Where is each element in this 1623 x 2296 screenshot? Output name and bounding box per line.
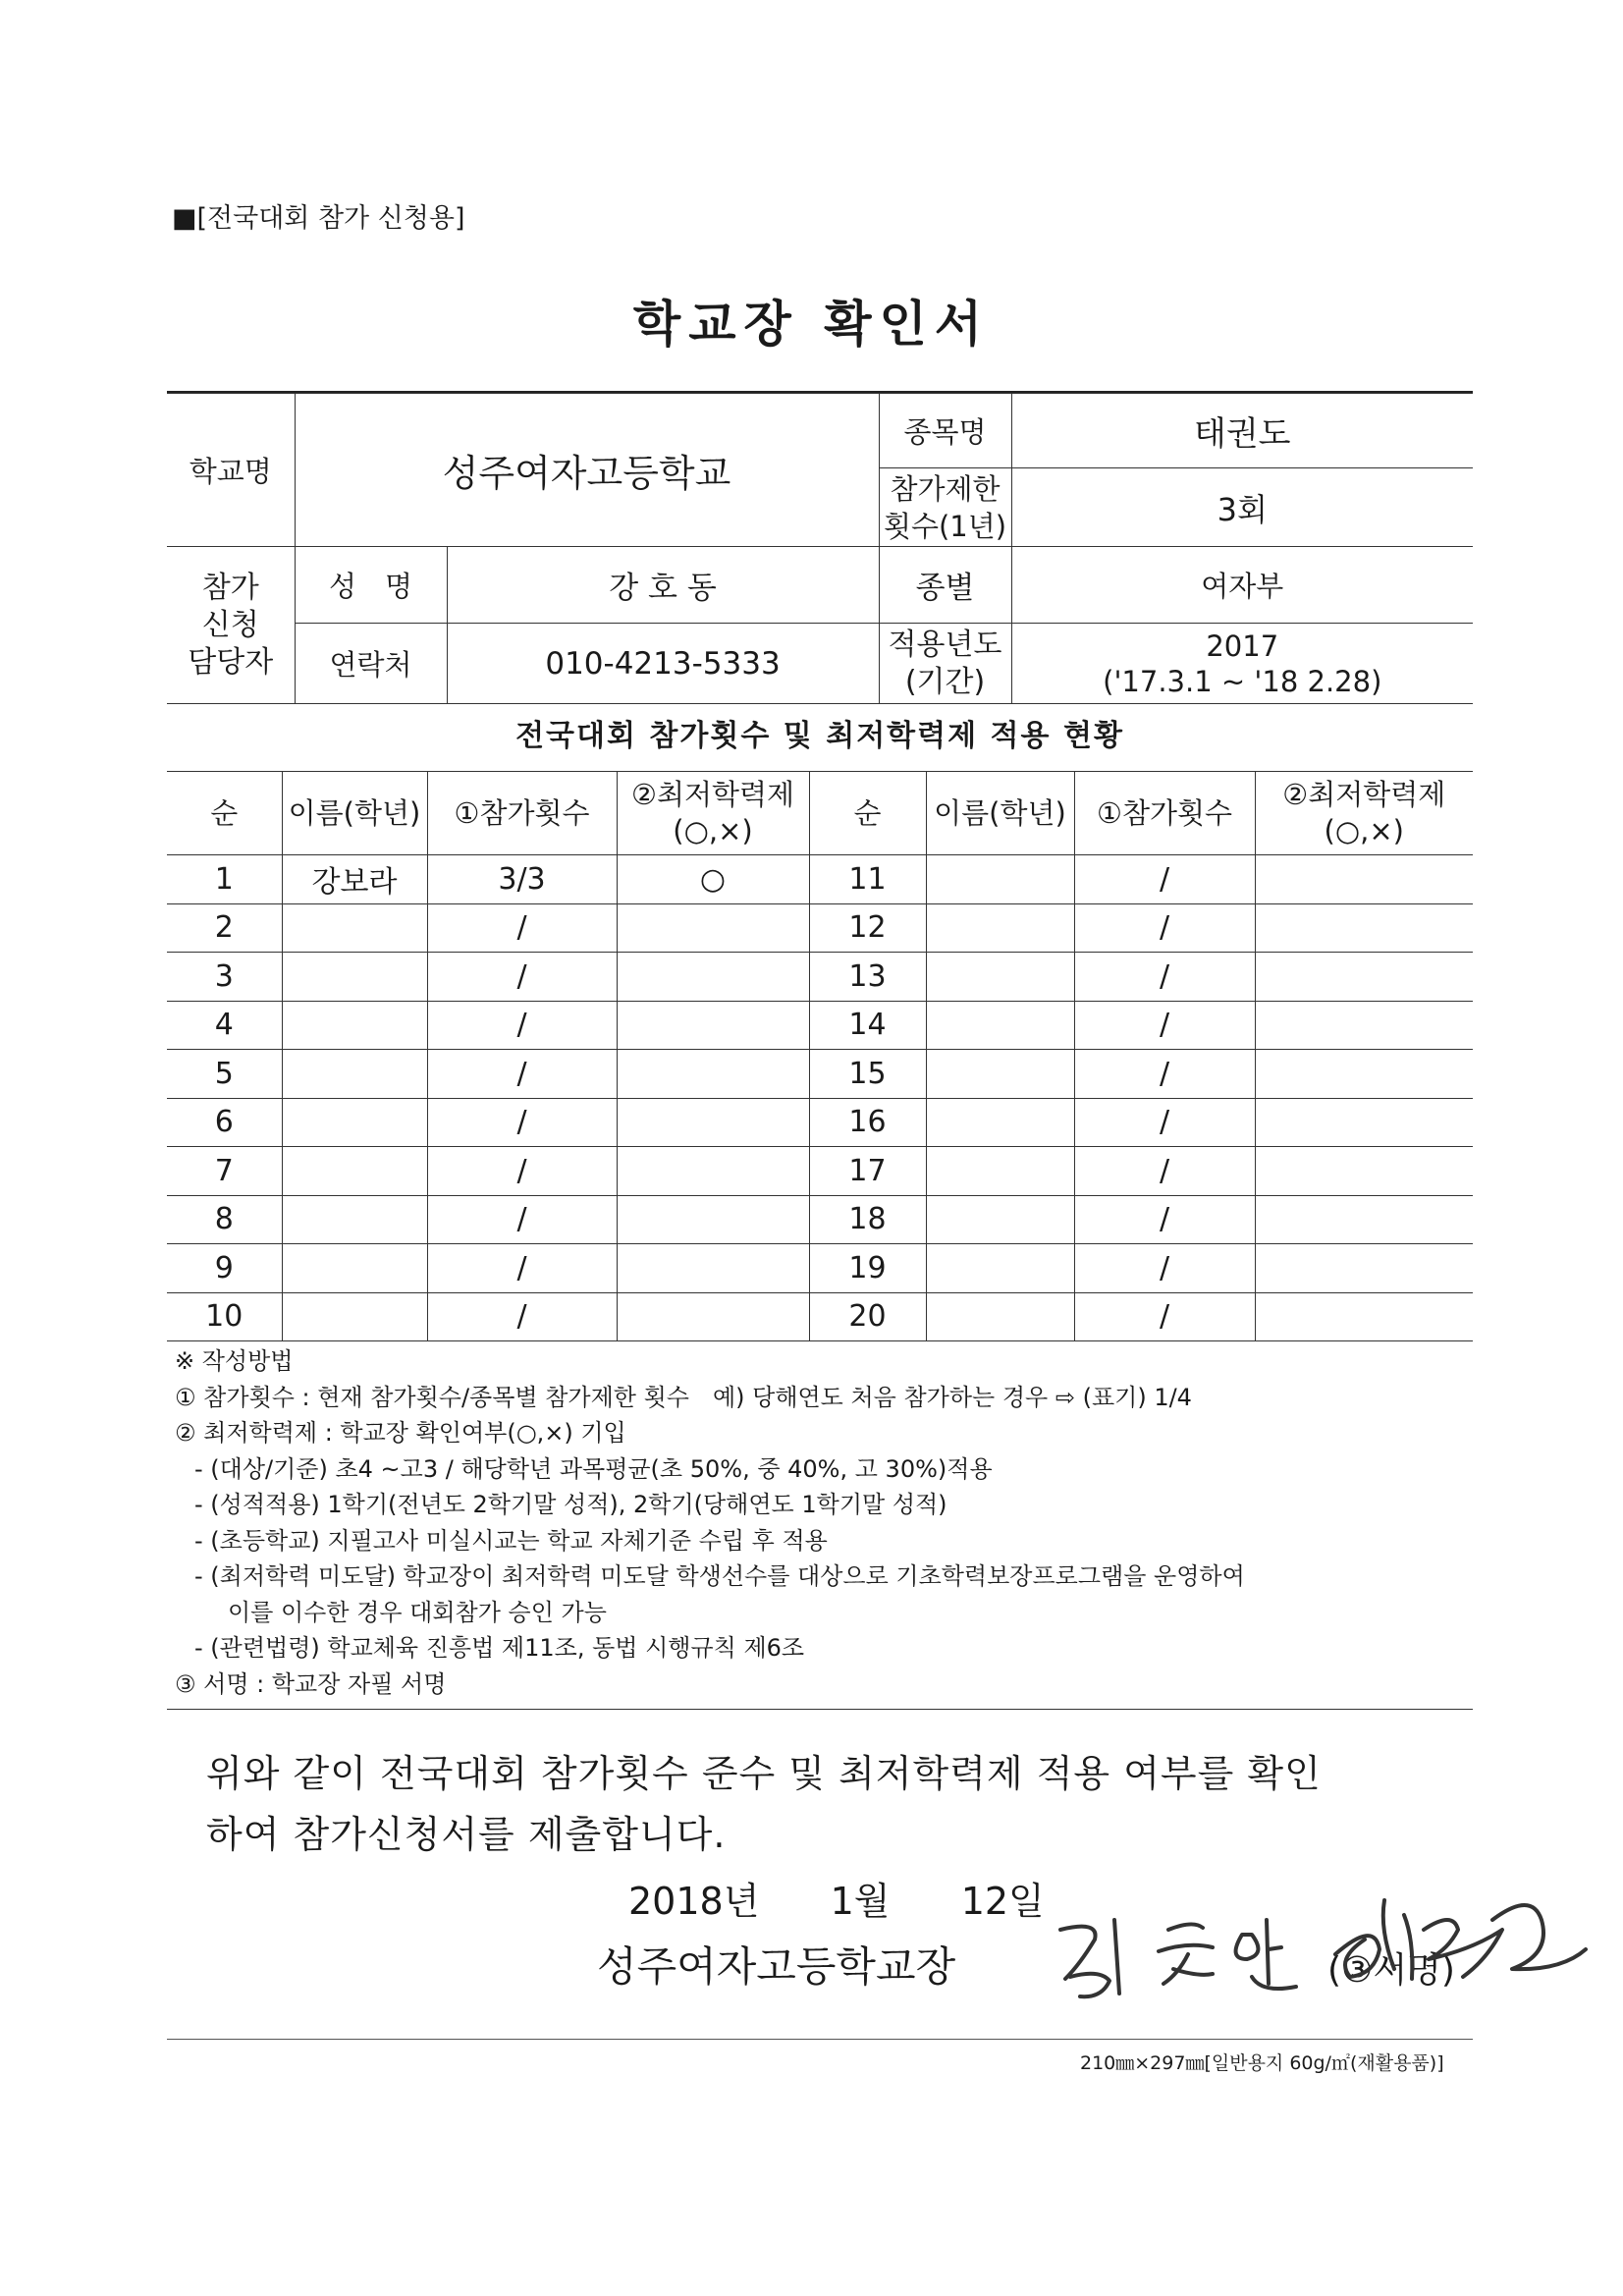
cell-l-name	[282, 953, 427, 1002]
instructions	[175, 1343, 1481, 1702]
cell-l-count: /	[427, 1244, 617, 1293]
cell-l-min	[617, 1147, 809, 1196]
cell-r-name	[926, 1050, 1074, 1099]
cell-r-count: /	[1074, 1098, 1255, 1147]
cell-r-name	[926, 1147, 1074, 1196]
cell-l-name	[282, 1195, 427, 1244]
cell-l-min: ○	[617, 855, 809, 904]
paper-spec: 210㎜×297㎜[일반용지 60g/㎡(재활용품)]	[1080, 2052, 1444, 2074]
cell-r-no: 20	[809, 1292, 926, 1341]
cell-r-name	[926, 1244, 1074, 1293]
mid-divider	[167, 1709, 1473, 1710]
cell-r-min	[1255, 1050, 1473, 1099]
school-name: 성주여자고등학교	[295, 394, 879, 547]
cell-l-name	[282, 903, 427, 953]
cell-r-name	[926, 1001, 1074, 1050]
cell-l-count: /	[427, 1001, 617, 1050]
cell-r-min	[1255, 1001, 1473, 1050]
school-info-table	[167, 393, 1473, 704]
instruction-line: - (성적적용) 1학기(전년도 2학기말 성적), 2학기(당해연도 1학기말 성적)	[194, 1491, 947, 1518]
instruction-line: ② 최저학력제 : 학교장 확인여부(○,×) 기입	[175, 1419, 626, 1447]
table-row	[167, 1050, 1473, 1099]
cell-r-min	[1255, 855, 1473, 904]
cell-r-min	[1255, 1195, 1473, 1244]
cell-l-no: 9	[167, 1244, 282, 1293]
limit-value: 3회	[1011, 468, 1473, 547]
cell-r-no: 13	[809, 953, 926, 1002]
cell-r-count: /	[1074, 1195, 1255, 1244]
declaration-line1: 위와 같이 전국대회 참가횟수 준수 및 최저학력제 적용 여부를 확인	[206, 1752, 1322, 1795]
limit-label-line2: 횟수(1년)	[883, 509, 1007, 543]
cell-r-count: /	[1074, 1050, 1255, 1099]
cell-l-count: /	[427, 1050, 617, 1099]
participation-table	[167, 771, 1473, 1341]
cell-r-name	[926, 1098, 1074, 1147]
cell-l-min	[617, 903, 809, 953]
cell-l-no: 8	[167, 1195, 282, 1244]
table-row	[167, 855, 1473, 904]
bottom-divider	[167, 2039, 1473, 2040]
table-header-row	[167, 772, 1473, 855]
page-title: 학교장 확인서	[632, 296, 991, 353]
name-label: 성 명	[295, 547, 447, 624]
table-row	[167, 1098, 1473, 1147]
name-value: 강 호 동	[447, 547, 879, 624]
cell-r-no: 15	[809, 1050, 926, 1099]
date-day: 12일	[960, 1880, 1045, 1923]
cell-l-name	[282, 1098, 427, 1147]
cell-r-min	[1255, 1292, 1473, 1341]
cell-l-no: 6	[167, 1098, 282, 1147]
header-min-line1: ②최저학력제	[630, 778, 795, 811]
cell-l-count: /	[427, 1292, 617, 1341]
cell-l-no: 7	[167, 1147, 282, 1196]
cell-r-min	[1255, 903, 1473, 953]
header-count: ①참가횟수	[1074, 772, 1255, 855]
cell-l-count: /	[427, 1098, 617, 1147]
header-name: 이름(학년)	[926, 772, 1074, 855]
table-row	[167, 1001, 1473, 1050]
declaration	[206, 1743, 1483, 1865]
cell-l-name	[282, 1244, 427, 1293]
header-min-line2: (○,×)	[1324, 814, 1404, 847]
cell-l-min	[617, 1292, 809, 1341]
cell-r-min	[1255, 1244, 1473, 1293]
table-row	[167, 953, 1473, 1002]
instruction-line: ① 참가횟수 : 현재 참가횟수/종목별 참가제한 횟수 예) 당해연도 처음 참가하는 경우 ⇨ (표기) 1/4	[175, 1383, 1192, 1411]
cell-r-name	[926, 1292, 1074, 1341]
cell-r-min	[1255, 953, 1473, 1002]
cell-r-name	[926, 855, 1074, 904]
year-label-line1: 적용년도	[888, 627, 1002, 662]
instruction-line: - (관련법령) 학교체육 진흥법 제11조, 동법 시행규칙 제6조	[194, 1634, 805, 1662]
cell-r-count: /	[1074, 953, 1255, 1002]
instruction-line: - (초등학교) 지필고사 미실시교는 학교 자체기준 수립 후 적용	[194, 1526, 828, 1555]
declaration-line2: 하여 참가신청서를 제출합니다.	[206, 1813, 727, 1856]
event-value: 태권도	[1011, 394, 1473, 468]
cell-l-name	[282, 1147, 427, 1196]
cell-l-count: /	[427, 903, 617, 953]
manager-label-line2: 신청	[201, 607, 259, 642]
table-row	[167, 903, 1473, 953]
year-value-line2: ('17.3.1 ~ '18 2.28)	[1103, 664, 1382, 698]
school-label: 학교명	[167, 394, 295, 547]
cell-l-no: 4	[167, 1001, 282, 1050]
cell-l-count: /	[427, 1147, 617, 1196]
table-row	[167, 1147, 1473, 1196]
instruction-line: ※ 작성방법	[175, 1347, 294, 1375]
cell-r-no: 12	[809, 903, 926, 953]
event-label: 종목명	[879, 394, 1011, 468]
header-name: 이름(학년)	[282, 772, 427, 855]
cell-l-name: 강보라	[282, 855, 427, 904]
instruction-line: ③ 서명 : 학교장 자필 서명	[175, 1669, 447, 1698]
cell-l-min	[617, 1050, 809, 1099]
sign-mark: (③서명)	[1327, 1950, 1455, 1991]
division-value: 여자부	[1011, 547, 1473, 624]
cell-r-no: 16	[809, 1098, 926, 1147]
instruction-line: - (최저학력 미도달) 학교장이 최저학력 미도달 학생선수를 대상으로 기초학력보장프로그램을 운영하여	[194, 1562, 1245, 1590]
cell-l-count: /	[427, 1195, 617, 1244]
table-row	[167, 1292, 1473, 1341]
submission-date	[628, 1871, 1045, 1925]
cell-r-name	[926, 1195, 1074, 1244]
cell-r-min	[1255, 1147, 1473, 1196]
table-row	[167, 1244, 1473, 1293]
header-no: 순	[167, 772, 282, 855]
cell-l-no: 3	[167, 953, 282, 1002]
header-min-line2: (○,×)	[673, 814, 753, 847]
cell-l-no: 2	[167, 903, 282, 953]
cell-r-count: /	[1074, 903, 1255, 953]
cell-l-no: 1	[167, 855, 282, 904]
cell-l-name	[282, 1050, 427, 1099]
instruction-line: - (대상/기준) 초4 ~고3 / 해당학년 과목평균(초 50%, 중 40%, 고 30%)적용	[194, 1454, 993, 1483]
cell-r-min	[1255, 1098, 1473, 1147]
form-type-tag: ■[전국대회 참가 신청용]	[172, 203, 465, 234]
cell-r-count: /	[1074, 855, 1255, 904]
cell-l-min	[617, 1001, 809, 1050]
cell-r-no: 18	[809, 1195, 926, 1244]
cell-r-count: /	[1074, 1244, 1255, 1293]
year-value-line1: 2017	[1206, 629, 1279, 663]
cell-r-name	[926, 903, 1074, 953]
date-year: 2018년	[628, 1880, 760, 1923]
cell-l-name	[282, 1292, 427, 1341]
division-label: 종별	[879, 547, 1011, 624]
cell-l-name	[282, 1001, 427, 1050]
cell-r-no: 14	[809, 1001, 926, 1050]
manager-label-line3: 담당자	[188, 644, 274, 680]
section-title: 전국대회 참가횟수 및 최저학력제 적용 현황	[515, 719, 1124, 753]
limit-label-line1: 참가제한	[890, 471, 1001, 506]
header-no: 순	[809, 772, 926, 855]
header-count: ①참가횟수	[427, 772, 617, 855]
signer-title: 성주여자고등학교장	[597, 1942, 956, 1991]
cell-l-min	[617, 953, 809, 1002]
cell-l-count: 3/3	[427, 855, 617, 904]
cell-r-count: /	[1074, 1147, 1255, 1196]
instruction-line: 이를 이수한 경우 대회참가 승인 가능	[228, 1598, 607, 1626]
cell-r-no: 11	[809, 855, 926, 904]
contact-label: 연락처	[295, 624, 447, 704]
cell-l-min	[617, 1098, 809, 1147]
year-label-line2: (기간)	[904, 664, 986, 699]
cell-r-count: /	[1074, 1292, 1255, 1341]
contact-value: 010-4213-5333	[447, 624, 879, 704]
cell-l-no: 10	[167, 1292, 282, 1341]
header-min-line1: ②최저학력제	[1282, 778, 1446, 811]
cell-r-name	[926, 953, 1074, 1002]
cell-l-min	[617, 1195, 809, 1244]
cell-l-min	[617, 1244, 809, 1293]
cell-l-no: 5	[167, 1050, 282, 1099]
date-month: 1월	[830, 1880, 891, 1923]
handwritten-signature	[1041, 1861, 1591, 2008]
manager-label-line1: 참가	[201, 570, 259, 605]
cell-r-no: 17	[809, 1147, 926, 1196]
cell-r-count: /	[1074, 1001, 1255, 1050]
table-row	[167, 1195, 1473, 1244]
cell-l-count: /	[427, 953, 617, 1002]
cell-r-no: 19	[809, 1244, 926, 1293]
